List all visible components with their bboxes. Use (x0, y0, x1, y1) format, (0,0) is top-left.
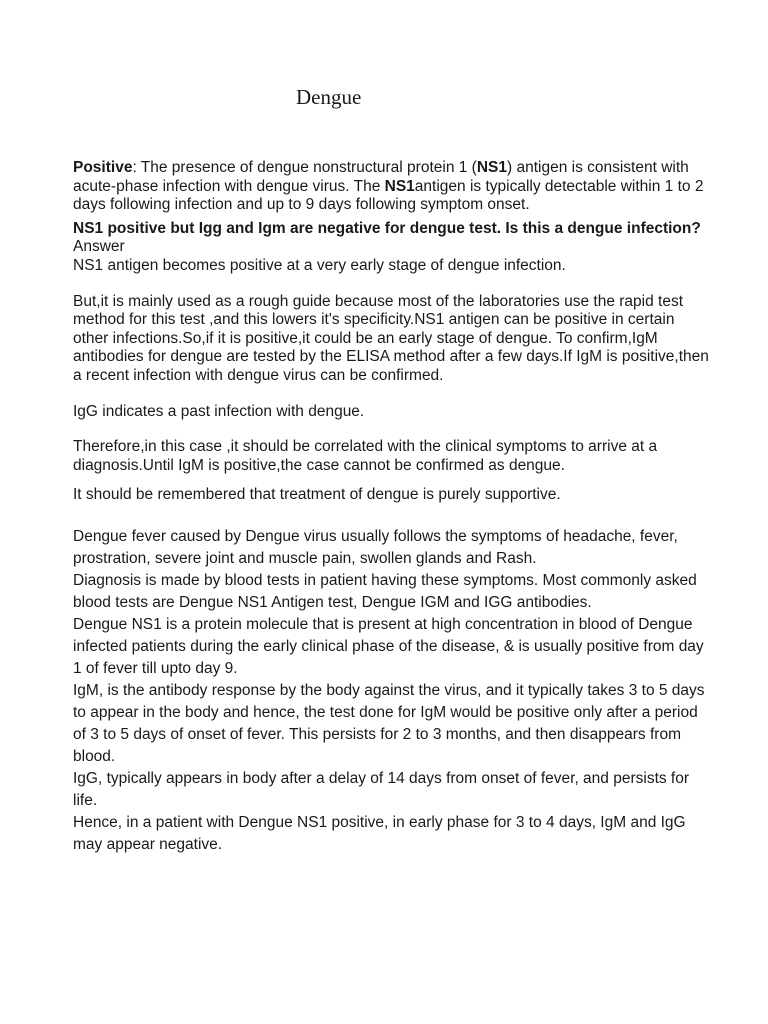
positive-text-3: antigen is typically detectable within 1 to 2 days following infection and up to 9 days following symptom onset. (73, 177, 704, 214)
positive-text-1: : The presence of dengue nonstructural protein 1 ( (132, 159, 477, 176)
ns1-term: NS1 (384, 177, 415, 195)
paragraph-diagnosis: Diagnosis is made by blood tests in patient having these symptoms. Most commonly asked blood tests are Dengue NS1 Antigen test, Dengue IGM and IGG antibodies. (73, 571, 697, 611)
paragraph-rough-guide: But,it is mainly used as a rough guide because most of the laboratories use the rapid test method for this test ,and this lowers it's specificity.NS1 antigen can be positive in certain other infections.So,if it is positive,it could be an early stage of dengue. To confirm,IgM antibodies for dengue are tested by the ELISA method after a few days.If IgM is positive,then a recent infection with dengue virus can be confirmed. (73, 292, 709, 384)
answer-label: Answer (73, 238, 125, 256)
answer-intro: NS1 antigen becomes positive at a very early stage of dengue infection. (73, 256, 566, 274)
paragraph-therefore: Therefore,in this case ,it should be correlated with the clinical symptoms to arrive at a diagnosis.Until IgM is positive,the case cannot be confirmed as dengue. (73, 438, 658, 474)
document-title: Dengue (296, 85, 362, 109)
paragraph-conclusion: Hence, in a patient with Dengue NS1 positive, in early phase for 3 to 4 days, IgM and IgG may appear negative. (73, 813, 686, 853)
positive-paragraph (73, 159, 713, 215)
paragraph-igg-appears: IgG, typically appears in body after a delay of 14 days from onset of fever, and persists for life. (73, 769, 690, 809)
paragraph-ns1: Dengue NS1 is a protein molecule that is present at high concentration in blood of Dengue infected patients during the early clinical phase of the disease, & is usually positive from day 1 of fever till upto day 9. (73, 615, 704, 677)
question-heading: NS1 positive but Igg and Igm are negative for dengue test. Is this a dengue infection? (73, 219, 701, 237)
paragraph-igg: IgG indicates a past infection with dengue. (73, 402, 365, 420)
paragraph-treatment: It should be remembered that treatment of dengue is purely supportive. (73, 486, 561, 504)
document-body (73, 159, 713, 856)
ns1-term: NS1 (476, 159, 507, 176)
positive-text-2: ) antigen is consistent with acute-phase infection with dengue virus. The (73, 159, 689, 195)
positive-label: Positive (73, 159, 133, 176)
paragraph-igm: IgM, is the antibody response by the body against the virus, and it typically takes 3 to 5 days to appear in the body and hence, the test done for IgM would be positive only after a period of 3 to 5 days of onset of fever. This persists for 2 to 3 months, and then disappears from blood. (73, 681, 705, 765)
paragraph-symptoms: Dengue fever caused by Dengue virus usually follows the symptoms of headache, fever, prostration, severe joint and muscle pain, swollen glands and Rash. (73, 527, 678, 567)
